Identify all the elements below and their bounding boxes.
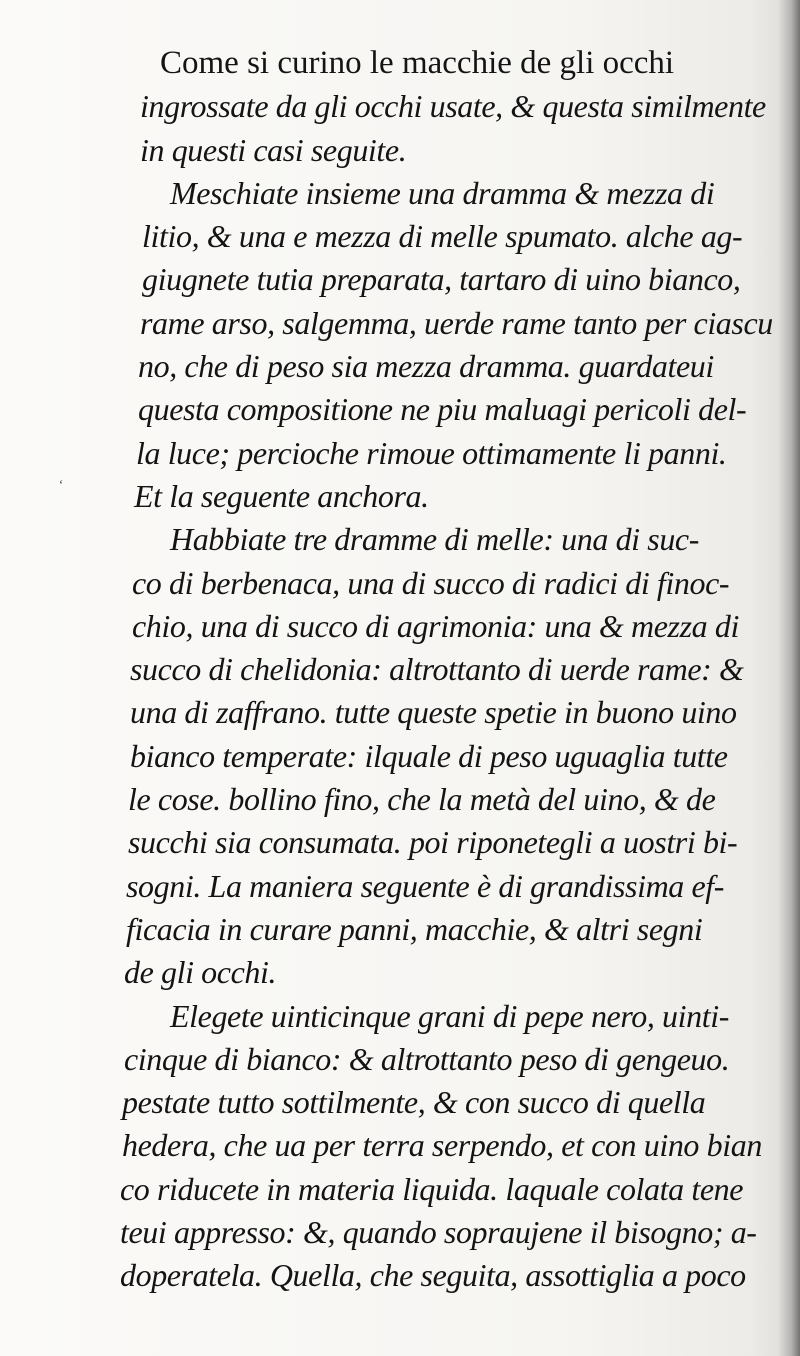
- text-line: questa compositione ne piu maluagi pericoli del-: [138, 391, 747, 428]
- text-line: doperatela. Quella, che seguita, assottiglia a poco: [120, 1257, 746, 1294]
- text-line: hedera, che ua per terra serpendo, et con uino bian: [122, 1127, 762, 1164]
- text-line: co di berbenaca, una di succo di radici di finoc-: [132, 564, 730, 601]
- text-line: chio, una di succo di agrimonia: una & mezza di: [132, 607, 739, 644]
- text-line: litio, & una e mezza di melle spumato. alche ag-: [142, 218, 743, 255]
- page-text: [120, 42, 790, 1298]
- text-line: ficacia in curare panni, macchie, & altri segni: [126, 910, 703, 947]
- text-line: no, che di peso sia mezza dramma. guardateui: [138, 348, 714, 385]
- text-line: giugnete tutia preparata, tartaro di uino bianco,: [142, 261, 741, 298]
- text-line: co riducete in materia liquida. laquale colata tene: [120, 1170, 744, 1207]
- text-line: ingrossate da gli occhi usate, & questa similmente: [140, 88, 766, 125]
- text-line: bianco temperate: ilquale di peso uguaglia tutte: [130, 737, 728, 774]
- page-heading: Come si curino le macchie de gli occhi: [160, 45, 675, 81]
- text-line: succo di chelidonia: altrottanto di uerde rame: &: [130, 651, 744, 688]
- text-line: in questi casi seguite.: [140, 131, 407, 168]
- text-line: de gli occhi.: [124, 954, 277, 991]
- text-line: cinque di bianco: & altrottanto peso di gengeuo.: [124, 1040, 730, 1077]
- text-line: teui appresso: &, quando sopraujene il bisogno; a-: [120, 1214, 757, 1251]
- text-line: pestate tutto sottilmente, & con succo di quella: [122, 1084, 706, 1121]
- text-line: sogni. La maniera seguente è di grandissima ef-: [126, 867, 725, 904]
- margin-mark: ‘: [58, 478, 63, 493]
- text-line: succhi sia consumata. poi riponetegli a uostri bi-: [128, 824, 738, 861]
- text-line: rame arso, salgemma, uerde rame tanto per ciascu: [140, 304, 773, 341]
- text-line: Et la seguente anchora.: [134, 477, 429, 514]
- text-line: la luce; percioche rimoue ottimamente li panni.: [136, 434, 727, 471]
- text-line: le cose. bollino fino, che la metà del uino, & de: [128, 781, 716, 818]
- text-line: Meschiate insieme una dramma & mezza di: [170, 174, 715, 211]
- text-line: una di zaffrano. tutte queste spetie in buono uino: [130, 694, 737, 731]
- text-line: Habbiate tre dramme di melle: una di suc-: [170, 521, 699, 558]
- text-line: Elegete uinticinque grani di pepe nero, uinti-: [170, 997, 729, 1034]
